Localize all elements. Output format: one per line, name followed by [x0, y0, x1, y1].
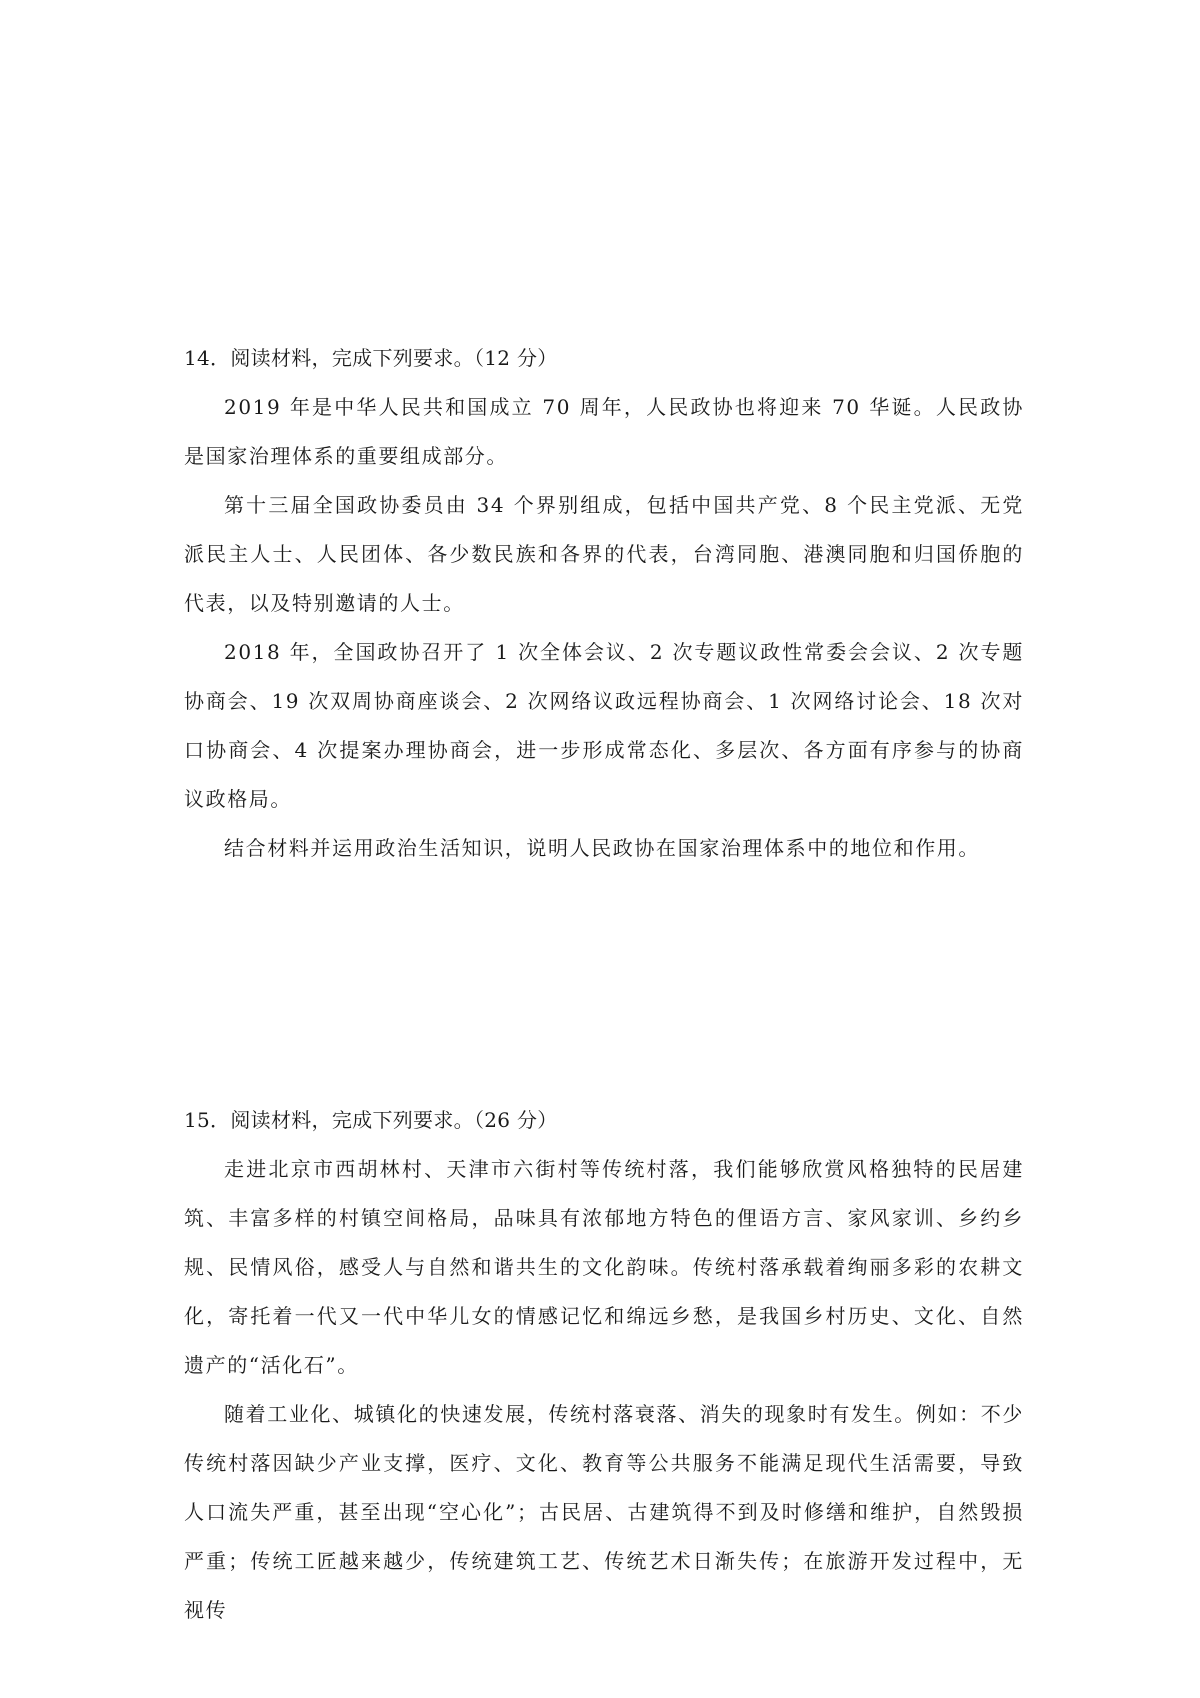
question-15-heading: 15．阅读材料，完成下列要求。（26 分）: [184, 1108, 558, 1132]
question-15-paragraph: 走进北京市西胡林村、天津市六街村等传统村落，我们能够欣赏风格独特的民居建筑、丰富多样的村镇空间格局，品味具有浓郁地方特色的俚语方言、家风家训、乡约乡规、民情风俗，感受人与自然和谐共生的文化韵味。传统村落承载着绚丽多彩的农耕文化，寄托着一代又一代中华儿女的情感记忆和绵远乡愁，是我国乡村历史、文化、自然遗产的“活化石”。: [184, 1157, 1024, 1377]
question-14: [184, 341, 1024, 873]
question-15: [184, 1103, 1024, 1635]
question-14-prompt: 结合材料并运用政治生活知识，说明人民政协在国家治理体系中的地位和作用。: [224, 836, 980, 860]
question-14-paragraph: 2019 年是中华人民共和国成立 70 周年，人民政协也将迎来 70 华诞。人民政协是国家治理体系的重要组成部分。: [184, 395, 1024, 468]
question-14-heading: 14．阅读材料，完成下列要求。（12 分）: [184, 346, 558, 370]
question-15-paragraph: 随着工业化、城镇化的快速发展，传统村落衰落、消失的现象时有发生。例如：不少传统村落因缺少产业支撑，医疗、文化、教育等公共服务不能满足现代生活需要，导致人口流失严重，甚至出现“空心化”；古民居、古建筑得不到及时修缮和维护，自然毁损严重；传统工匠越来越少，传统建筑工艺、传统艺术日渐失传；在旅游开发过程中，无视传: [184, 1402, 1024, 1622]
question-14-paragraph: 2018 年，全国政协召开了 1 次全体会议、2 次专题议政性常委会会议、2 次专题协商会、19 次双周协商座谈会、2 次网络议政远程协商会、1 次网络讨论会、18 次对口协商会、4 次提案办理协商会，进一步形成常态化、多层次、各方面有序参与的协商议政格局。: [184, 640, 1024, 811]
question-14-paragraph: 第十三届全国政协委员由 34 个界别组成，包括中国共产党、8 个民主党派、无党派民主人士、人民团体、各少数民族和各界的代表，台湾同胞、港澳同胞和归国侨胞的代表，以及特别邀请的人士。: [184, 493, 1024, 615]
